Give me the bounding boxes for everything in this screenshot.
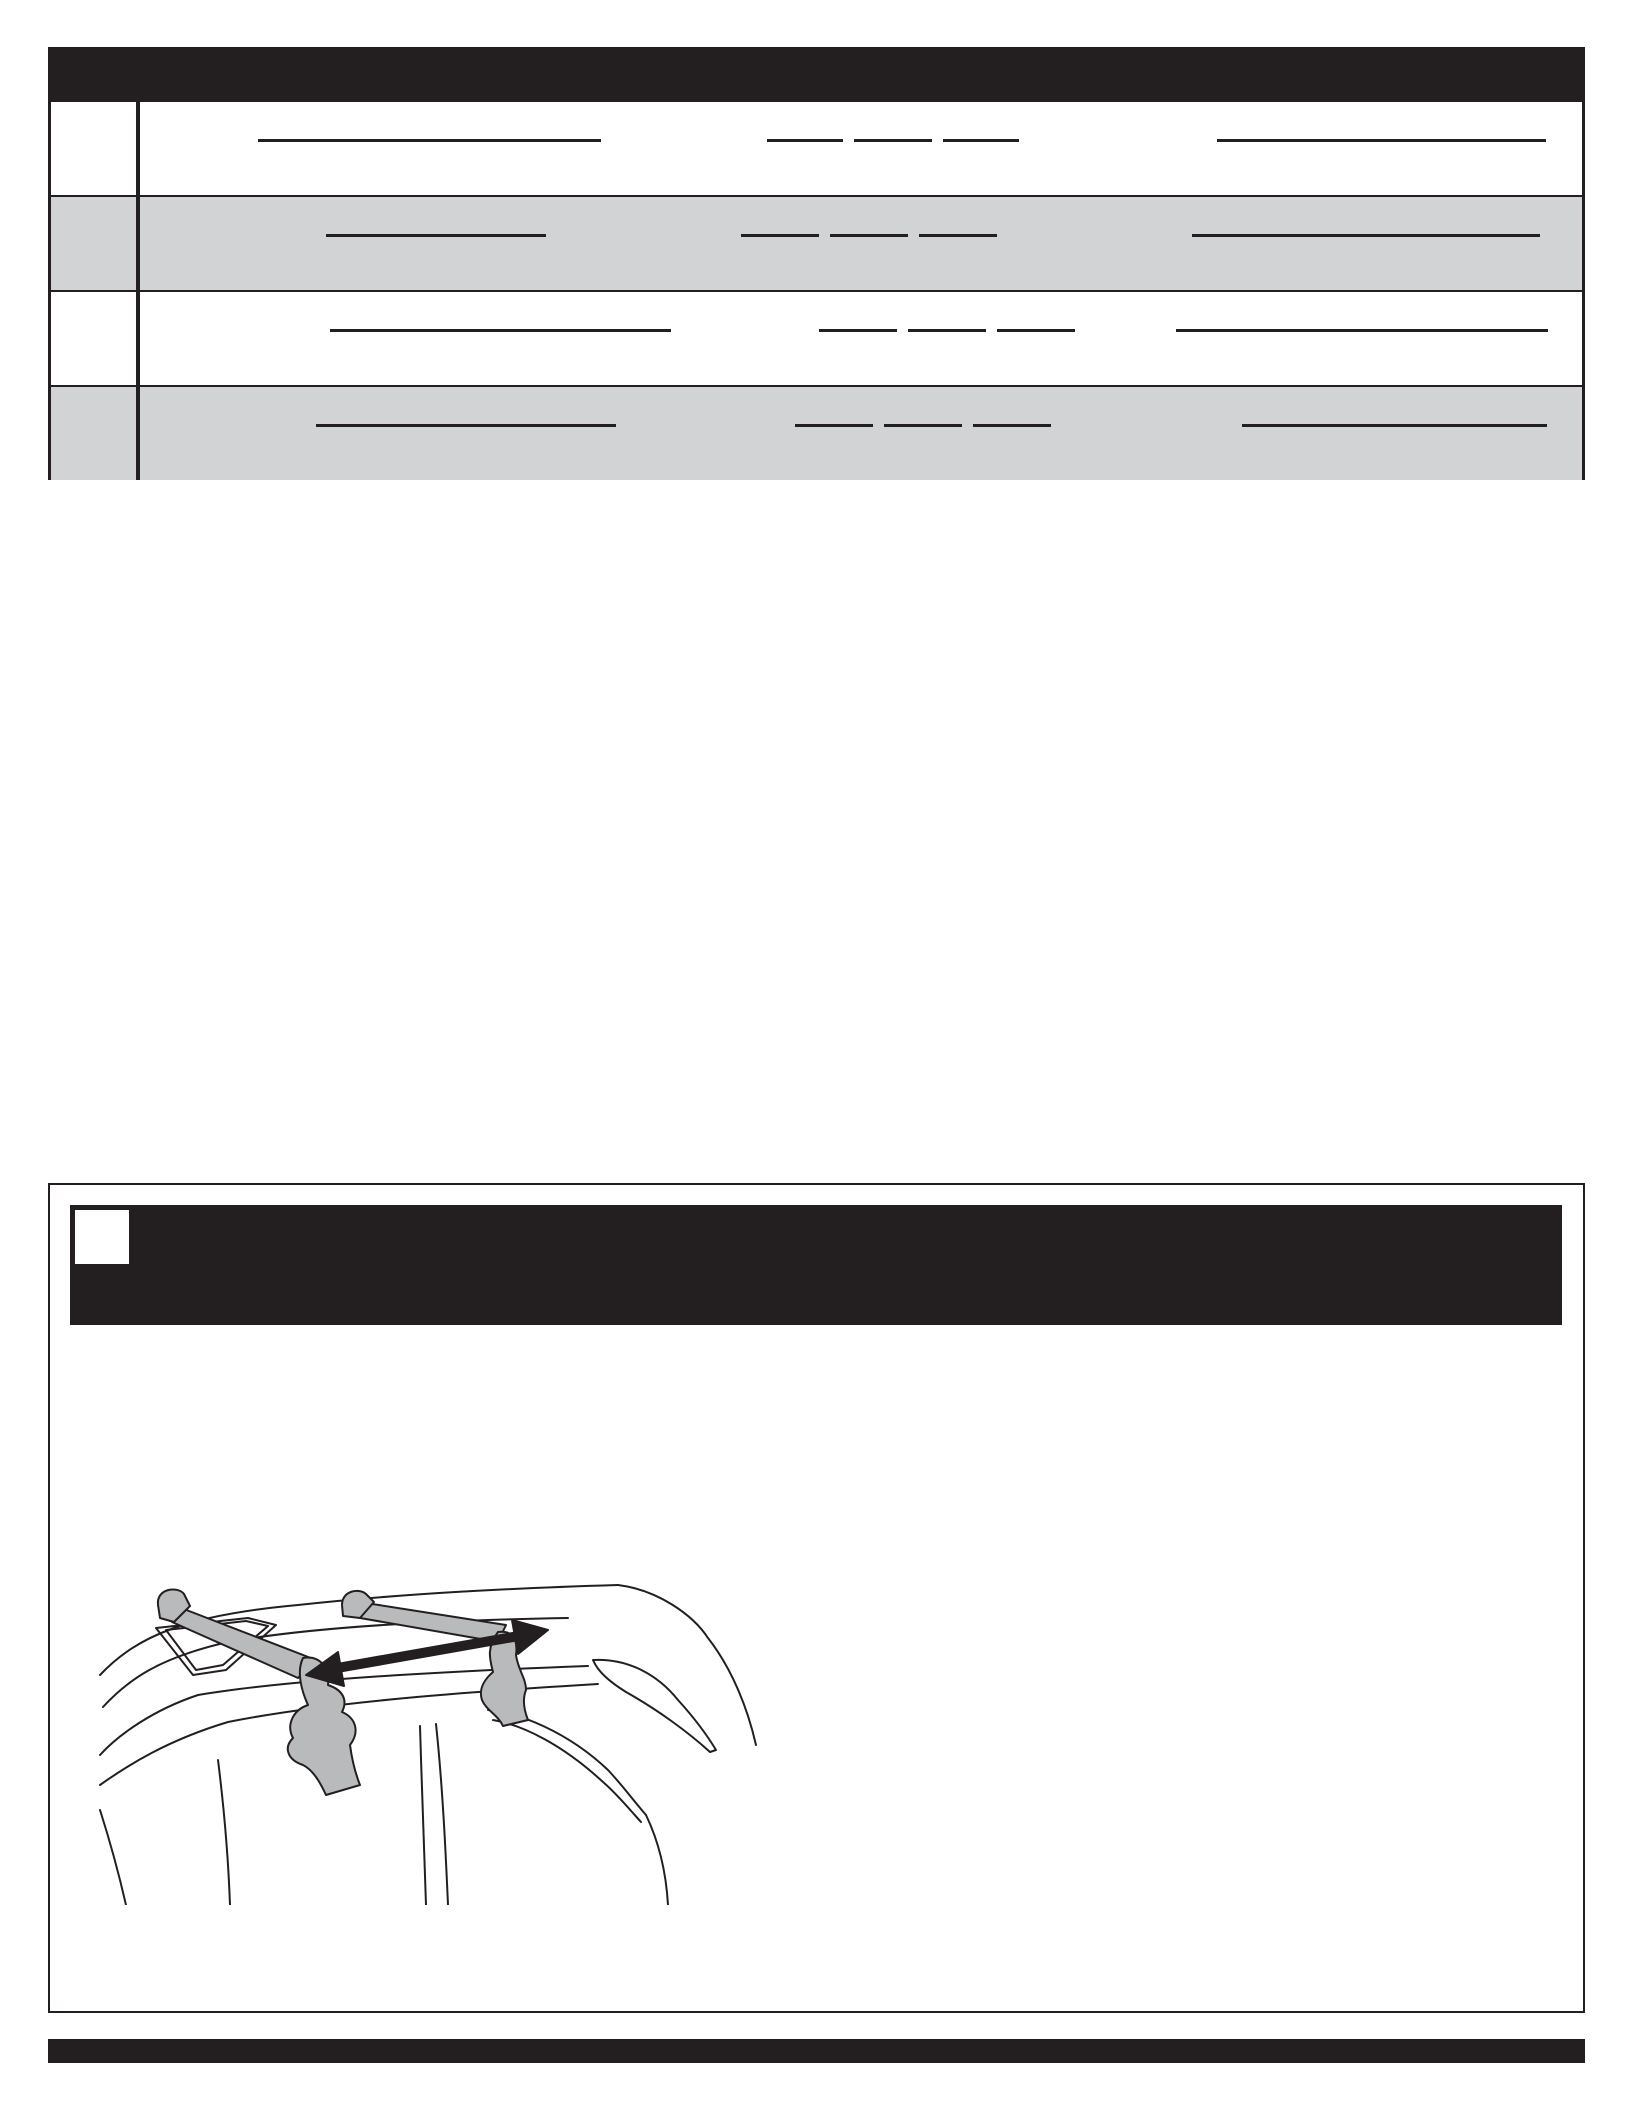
blank-line (973, 424, 1051, 427)
blank-line (884, 424, 962, 427)
footer-bar (48, 2039, 1585, 2063)
blank-line (741, 234, 819, 237)
fit-row-number (51, 197, 140, 290)
blank-line (1242, 424, 1547, 427)
blank-line (1192, 234, 1540, 237)
blank-line (767, 139, 843, 142)
fit-row-4 (51, 385, 1582, 480)
fit-row-1 (51, 100, 1582, 195)
blank-line (326, 234, 546, 237)
blank-line (316, 424, 616, 427)
blank-line (819, 329, 897, 332)
step-header (70, 1205, 1562, 1325)
blank-line (854, 139, 932, 142)
fit-row-number (51, 387, 140, 480)
fit-row-number (51, 292, 140, 385)
fit-row-3 (51, 290, 1582, 385)
roof-rack-on-car-illustration (98, 1560, 758, 1905)
blank-line (919, 234, 997, 237)
blank-line (1217, 139, 1546, 142)
step-number (75, 1210, 129, 1264)
step-box (48, 1183, 1585, 2013)
fit-row-2 (51, 195, 1582, 290)
blank-line (330, 329, 671, 332)
fit-row-number (51, 102, 140, 195)
blank-line (830, 234, 908, 237)
blank-line (997, 329, 1075, 332)
blank-line (258, 139, 601, 142)
blank-line (1176, 329, 1548, 332)
arrow-head-right (512, 1620, 548, 1654)
blank-line (908, 329, 986, 332)
fit-table (48, 47, 1585, 480)
blank-line (943, 139, 1019, 142)
blank-line (795, 424, 873, 427)
fit-table-header (51, 50, 1582, 100)
